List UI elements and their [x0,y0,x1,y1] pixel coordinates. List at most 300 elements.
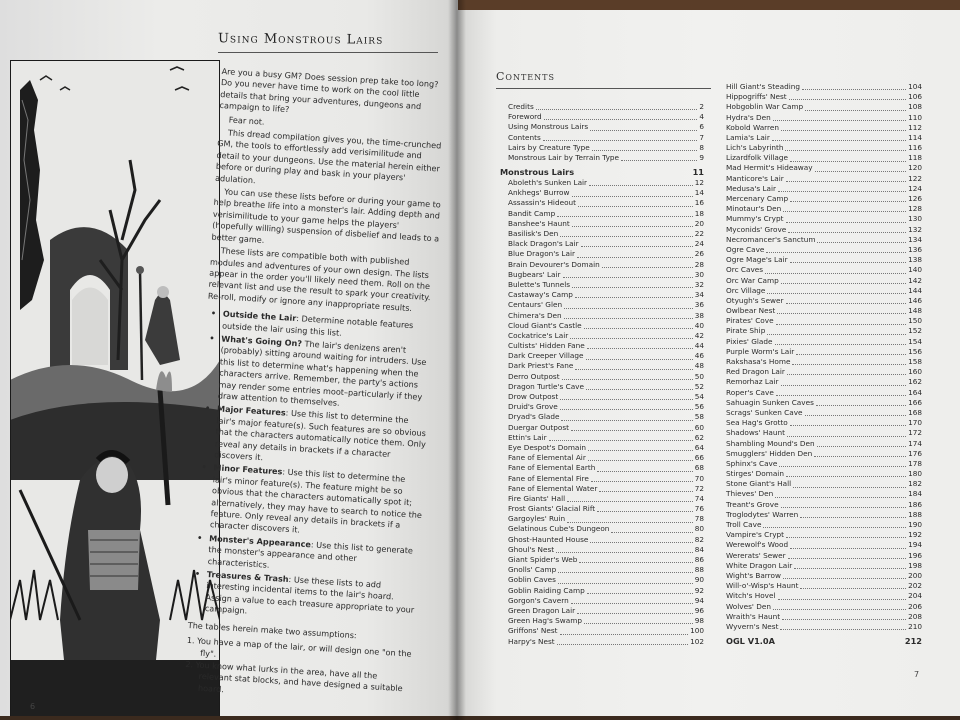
toc-entry [508,351,704,361]
toc-entry-page: 198 [908,560,922,570]
intro-paragraph: This dread compilation gives you, the time-crunched GM, the tools to effortlessly add verisimilitude and detail to your dungeons. Use the material herein either before or during play and bask in your players' adulation. [214,127,442,185]
page-number: 6 [30,702,36,711]
dot-leader [621,159,697,161]
toc-entry [508,463,704,473]
dot-leader [817,241,906,243]
toc-entry-title: Lizardfolk Village [726,153,789,163]
toc-entry-title: Cultists' Hidden Fane [508,341,585,351]
toc-entry-title: Lamia's Lair [726,132,770,142]
dot-leader [570,337,692,339]
toc-entry-title: Purple Worm's Lair [726,346,795,356]
toc-entry-page: 114 [908,132,922,142]
toc-entry-page: 46 [694,351,704,361]
toc-entry-title: Wolves' Den [726,601,771,611]
toc-entry-title: Wererats' Sewer [726,550,786,560]
list-item: • Outside the Lair: Determine notable features outside the lair using this list. [206,308,435,345]
toc-entry [508,575,704,585]
toc-entry-title: Werewolf's Wood [726,540,789,550]
dot-leader [557,643,688,645]
toc-entry-page: 112 [908,122,922,132]
toc-entry-page: 132 [908,224,922,234]
page-number: 7 [914,670,920,679]
toc-entry-page: 18 [694,208,704,218]
toc-entry-page: 172 [908,428,922,438]
assumptions-lead: The tables herein make two assumptions: [187,619,358,640]
dot-leader [567,500,693,502]
toc-entry [726,490,922,500]
toc-entry-title: Otyugh's Sewer [726,295,784,305]
toc-entry [508,637,704,647]
toc-entry-page: 94 [694,595,704,605]
dot-leader [817,445,906,447]
toc-entry [726,133,922,143]
dot-leader [586,358,693,360]
toc-entry-page: 104 [908,81,922,91]
toc-entry [726,194,922,204]
dot-leader [789,98,906,100]
dot-leader [802,88,906,90]
toc-entry-page: 44 [694,341,704,351]
dot-leader [783,210,906,212]
intro-paragraph: Are you a busy GM? Does session prep take too long? Do you never have time to work on the cool little details that bring your adventures, dungeons and campaign to life? [219,66,439,115]
toc-entry-title: Bugbears' Lair [508,269,561,279]
toc-entry-title: Hill Giant's Steading [726,81,801,91]
dot-leader [558,582,693,584]
toc-entry-page: 180 [908,469,922,479]
intro-paragraph: You can use these lists before or during your game to help breathe life into a monster's lair. Adding depth and verisimilitude to your game helps the players' (hopefully willing) suspension of disbelief and leads to a better game. [211,186,442,245]
toc-entry-title: Wraith's Haunt [726,611,781,621]
toc-entry [726,296,922,306]
dot-leader [783,577,906,579]
toc-entry [726,143,922,153]
toc-entry-title: Brain Devourer's Domain [508,259,600,269]
toc-entry-title: Gargoyles' Ruin [508,514,566,524]
toc-entry-page: 42 [694,330,704,340]
toc-entry [508,178,704,188]
toc-entry-title: Fane of Elemental Air [508,453,586,463]
toc-entry-title: Green Hag's Swamp [508,616,582,626]
toc-entry-title: Hippogriffs' Nest [726,92,787,102]
list-item: • Treasures & Trash: Use these lists to add interesting incidental items to the lair's hoard. Assign a value to each treasure appropriate to your campaign. [189,568,419,627]
toc-entry-page: 8 [699,142,704,152]
dot-leader [815,170,907,172]
dot-leader [786,180,906,182]
toc-entry-title: Wight's Barrow [726,570,781,580]
toc-entry-title: Cockatrice's Lair [508,330,569,340]
toc-entry-title: Fane of Elemental Fire [508,473,589,483]
toc-entry [726,225,922,235]
toc-entry [726,479,922,489]
dot-leader [778,190,906,192]
toc-entry [508,239,704,249]
dot-leader [767,333,906,335]
toc-entry-page: 14 [694,188,704,198]
dot-leader [572,286,693,288]
toc-entry-page: 122 [908,173,922,183]
toc-entry-page: 134 [908,234,922,244]
toc-entry [726,428,922,438]
toc-entry-title: White Dragon Lair [726,560,793,570]
intro-text-block [184,66,450,708]
toc-entry [726,581,922,591]
toc-entry [508,494,704,504]
toc-entry-page: 52 [694,381,704,391]
toc-entry-page: 48 [694,361,704,371]
toc-entry [508,102,704,112]
toc-entry-page: 160 [908,367,922,377]
toc-entry [508,122,704,132]
dot-leader [782,618,906,620]
toc-entry-page: 156 [908,346,922,356]
toc-entry-title: Goblin Caves [508,575,556,585]
toc-entry-page: 24 [694,239,704,249]
toc-entry-page: 186 [908,499,922,509]
dot-leader [816,404,906,406]
toc-entry [726,265,922,275]
toc-entry-title: Myconids' Grove [726,224,787,234]
toc-entry-title: Harpy's Nest [508,636,555,646]
toc-entry [726,439,922,449]
toc-entry-page: 212 [904,635,922,646]
toc-entry-page: 20 [694,218,704,228]
toc-entry-page: 88 [694,565,704,575]
dot-leader [763,526,906,528]
toc-entry-title: Gelatinous Cube's Dungeon [508,524,610,534]
toc-entry-title: Thieves' Den [726,489,774,499]
toc-entry-page: 150 [908,316,922,326]
dot-leader [796,353,906,355]
toc-entry-page: 184 [908,489,922,499]
toc-entry-title: Sea Hag's Grotto [726,418,788,428]
toc-entry-page: 96 [694,605,704,615]
toc-entry [508,616,704,626]
dot-leader [792,363,906,365]
toc-entry-title: Fane of Elemental Water [508,483,598,493]
toc-entry-title: Centaurs' Glen [508,300,563,310]
dot-leader [794,567,906,569]
dot-leader [611,531,692,533]
toc-entry-title: Derro Outpost [508,371,560,381]
toc-entry-title: Dark Priest's Fane [508,361,574,371]
dot-leader [765,272,906,274]
toc-entry [726,286,922,296]
toc-entry [508,290,704,300]
toc-entry [726,113,922,123]
toc-entry-page: 22 [694,229,704,239]
toc-entry-page: 148 [908,306,922,316]
toc-entry-page: 32 [694,279,704,289]
toc-entry-title: Shambling Mound's Den [726,438,815,448]
toc-entry [726,408,922,418]
toc-entry [508,535,704,545]
toc-entry-page: 158 [908,357,922,367]
toc-entry [726,245,922,255]
toc-entry [508,586,704,596]
dot-leader [775,343,907,345]
toc-entry [508,443,704,453]
toc-entry-title: Blue Dragon's Lair [508,249,575,259]
toc-entry [508,412,704,422]
toc-entry-page: 146 [908,295,922,305]
dot-leader [800,516,906,518]
dot-leader [563,276,693,278]
toc-entry-title: Goblin Raiding Camp [508,585,585,595]
toc-entry-page: 84 [694,544,704,554]
toc-entry-title: Gnolls' Camp [508,565,557,575]
toc-entry-title: Medusa's Lair [726,183,777,193]
toc-entry-page: 62 [694,432,704,442]
toc-entry-page: 210 [908,621,922,631]
toc-entry-title: Giant Spider's Web [508,555,578,565]
toc-entry [726,418,922,428]
toc-entry-page: 188 [908,509,922,519]
toc-entry-page: 68 [694,463,704,473]
dot-leader [590,129,697,131]
list-item: 2. You know what lurks in the area, have all the relevant stat blocks, and have designed a suitable hoard. [185,658,403,694]
book-gutter [448,0,466,720]
toc-entry [508,133,704,143]
toc-entry-page: 54 [694,392,704,402]
dot-leader [588,459,693,461]
toc-entry-page: 168 [908,407,922,417]
dot-leader [556,551,693,553]
toc-entry-page: 100 [690,626,704,636]
toc-entry-page: 82 [694,534,704,544]
dot-leader [767,292,906,294]
toc-entry [726,316,922,326]
toc-entry-title: Pirate Ship [726,326,766,336]
dot-leader [777,312,906,314]
dot-leader [560,398,693,400]
toc-entry [508,321,704,331]
toc-entry-title: Pirates' Cove [726,316,774,326]
dot-leader [780,628,906,630]
toc-entry [726,214,922,224]
toc-entry [508,402,704,412]
toc-entry-title: Cloud Giant's Castle [508,320,582,330]
dot-leader [776,394,906,396]
toc-entry-title: Owlbear Nest [726,306,776,316]
toc-entry-title: Drow Outpost [508,392,559,402]
dot-leader [786,475,906,477]
toc-entry-page: 38 [694,310,704,320]
intro-paragraph: These lists are compatible both with published modules and adventures of your own design. The lists appear in the order you'll likely need them. Roll on the relevant list and use the result to spark your creativity. Re-roll, modify or ignore any inappropriate results. [207,245,431,313]
toc-entry-page: 64 [694,442,704,452]
toc-column-right [726,82,922,646]
toc-entry-title: Sahuagin Sunken Caves [726,397,814,407]
toc-entry [508,453,704,463]
toc-entry-title: Red Dragon Lair [726,367,785,377]
dot-leader [579,561,692,563]
toc-entry [726,327,922,337]
toc-entry [726,602,922,612]
toc-entry-page: 130 [908,214,922,224]
dot-leader [586,388,693,390]
dot-leader [787,373,906,375]
toc-entry-title: Chimera's Den [508,310,562,320]
toc-entry-page: 136 [908,244,922,254]
toc-entry-page: 12 [694,178,704,188]
toc-entry-title: Orc Caves [726,265,764,275]
toc-entry [508,209,704,219]
dot-leader [814,455,906,457]
dot-leader [790,160,906,162]
toc-entry [726,388,922,398]
dot-leader [773,119,906,121]
toc-entry-page: 200 [908,570,922,580]
toc-entry-page: 140 [908,265,922,275]
toc-entry [508,270,704,280]
toc-entry-title: Aboleth's Sunken Lair [508,178,588,188]
dot-leader [787,435,906,437]
toc-entry-page: 60 [694,422,704,432]
dot-leader [788,231,906,233]
toc-entry-title: Stirges' Domain [726,469,784,479]
toc-entry-title: Hydra's Den [726,112,771,122]
dot-leader [544,118,698,120]
dot-leader [786,302,907,304]
toc-entry [508,474,704,484]
toc-entry-title: Ettin's Lair [508,432,547,442]
toc-entry-title: Witch's Hovel [726,591,776,601]
toc-entry-page: 128 [908,204,922,214]
toc-entry-page: 86 [694,555,704,565]
toc-entry [726,164,922,174]
list-item: • Major Features: Use this list to determine the lair's major feature(s). Such features are so obvious that the characters automatically notice them. Only reveal any details in brackets if a character discovers it. [198,403,429,474]
toc-entry-page: 178 [908,458,922,468]
page-title: Using Monstrous Lairs [217,31,384,48]
toc-entry [508,341,704,351]
toc-entry-title: Green Dragon Lair [508,605,576,615]
dot-leader [776,323,906,325]
toc-entry-page: 196 [908,550,922,560]
toc-entry-page: 66 [694,453,704,463]
toc-entry-page: 6 [699,122,704,132]
toc-entry-page: 202 [908,581,922,591]
toc-entry [726,540,922,550]
toc-entry-title: Ankhegs' Burrow [508,188,570,198]
toc-entry-title: Banshee's Haunt [508,218,570,228]
toc-entry-page: 190 [908,520,922,530]
toc-entry-title: Scrags' Sunken Cave [726,407,803,417]
dot-leader [572,225,693,227]
toc-entry-page: 208 [908,611,922,621]
dot-leader [781,506,906,508]
toc-entry-title: Rakshasa's Home [726,357,791,367]
dot-leader [592,149,698,151]
dot-leader [786,221,907,223]
dot-leader [779,465,906,467]
toc-entry [726,612,922,622]
assumptions-list [184,635,415,707]
toc-entry-page: 120 [908,163,922,173]
toc-entry-title: Ghost-Haunted House [508,534,589,544]
dot-leader [571,429,693,431]
toc-entry [726,377,922,387]
toc-entry-page: 170 [908,418,922,428]
toc-entry-title: Using Monstrous Lairs [508,122,589,132]
toc-entry-page: 118 [908,153,922,163]
toc-entry-page: 192 [908,530,922,540]
toc-entry-page: 116 [908,143,922,153]
dot-leader [781,129,906,131]
toc-entry-title: Smugglers' Hidden Den [726,448,813,458]
toc-entry [726,174,922,184]
toc-entry-page: 30 [694,269,704,279]
toc-entry-title: Ghoul's Nest [508,544,555,554]
toc-entry [508,219,704,229]
toc-entry-title: Dragon Turtle's Cave [508,381,584,391]
toc-entry-title: Bandit Camp [508,208,556,218]
dot-leader [577,612,693,614]
toc-entry-title: Lairs by Creature Type [508,142,590,152]
toc-entry-title: Ogre Cave [726,244,765,254]
dot-leader [781,282,906,284]
toc-entry [508,555,704,565]
toc-entry [726,459,922,469]
toc-entry [726,82,922,92]
dot-leader [590,541,692,543]
toc-entry [726,347,922,357]
toc-entry-page: 182 [908,479,922,489]
dot-leader [587,347,693,349]
toc-entry-title: Assassin's Hideout [508,198,577,208]
list-item: 1. You have a map of the lair, or will design one "on the fly". [186,635,412,659]
toc-entry-title: Sphinx's Cave [726,458,778,468]
contents-title: Contents [496,70,555,83]
toc-entry-title: OGL V1.0A [726,635,775,646]
toc-entry-page: 138 [908,255,922,265]
list-sections [189,308,435,628]
toc-entry-page: 80 [694,524,704,534]
toc-entry-page: 174 [908,438,922,448]
toc-entry-title: Vampire's Crypt [726,530,785,540]
dot-leader [790,424,906,426]
toc-entry [726,449,922,459]
dot-leader [578,205,693,207]
toc-entry-page: 4 [699,112,704,122]
dot-leader [581,245,693,247]
dot-leader [549,439,693,441]
dot-leader [560,408,693,410]
left-page [0,0,458,716]
toc-entry-page: 70 [694,473,704,483]
toc-entry-page: 126 [908,194,922,204]
toc-entry [508,525,704,535]
dot-leader [575,368,692,370]
dot-leader [576,174,691,175]
toc-entry [726,561,922,571]
dot-leader [560,235,692,237]
toc-entry-title: Orc War Camp [726,275,779,285]
toc-entry-title: Duergar Outpost [508,422,570,432]
toc-entry-title: Necromancer's Sanctum [726,234,816,244]
toc-entry [508,382,704,392]
toc-entry-title: Ogre Mage's Lair [726,255,788,265]
dot-leader [790,547,906,549]
toc-entry-title: Monstrous Lair by Terrain Type [508,152,620,162]
title-rule [218,52,438,53]
toc-entry [726,622,922,632]
toc-footer-entry [726,634,922,646]
toc-entry-title: Dark Creeper Village [508,351,584,361]
dot-leader [790,261,906,263]
toc-entry-title: Credits [508,101,534,111]
dot-leader [775,496,906,498]
toc-entry-page: 34 [694,290,704,300]
toc-entry [508,199,704,209]
toc-entry-title: Mummy's Crypt [726,214,784,224]
